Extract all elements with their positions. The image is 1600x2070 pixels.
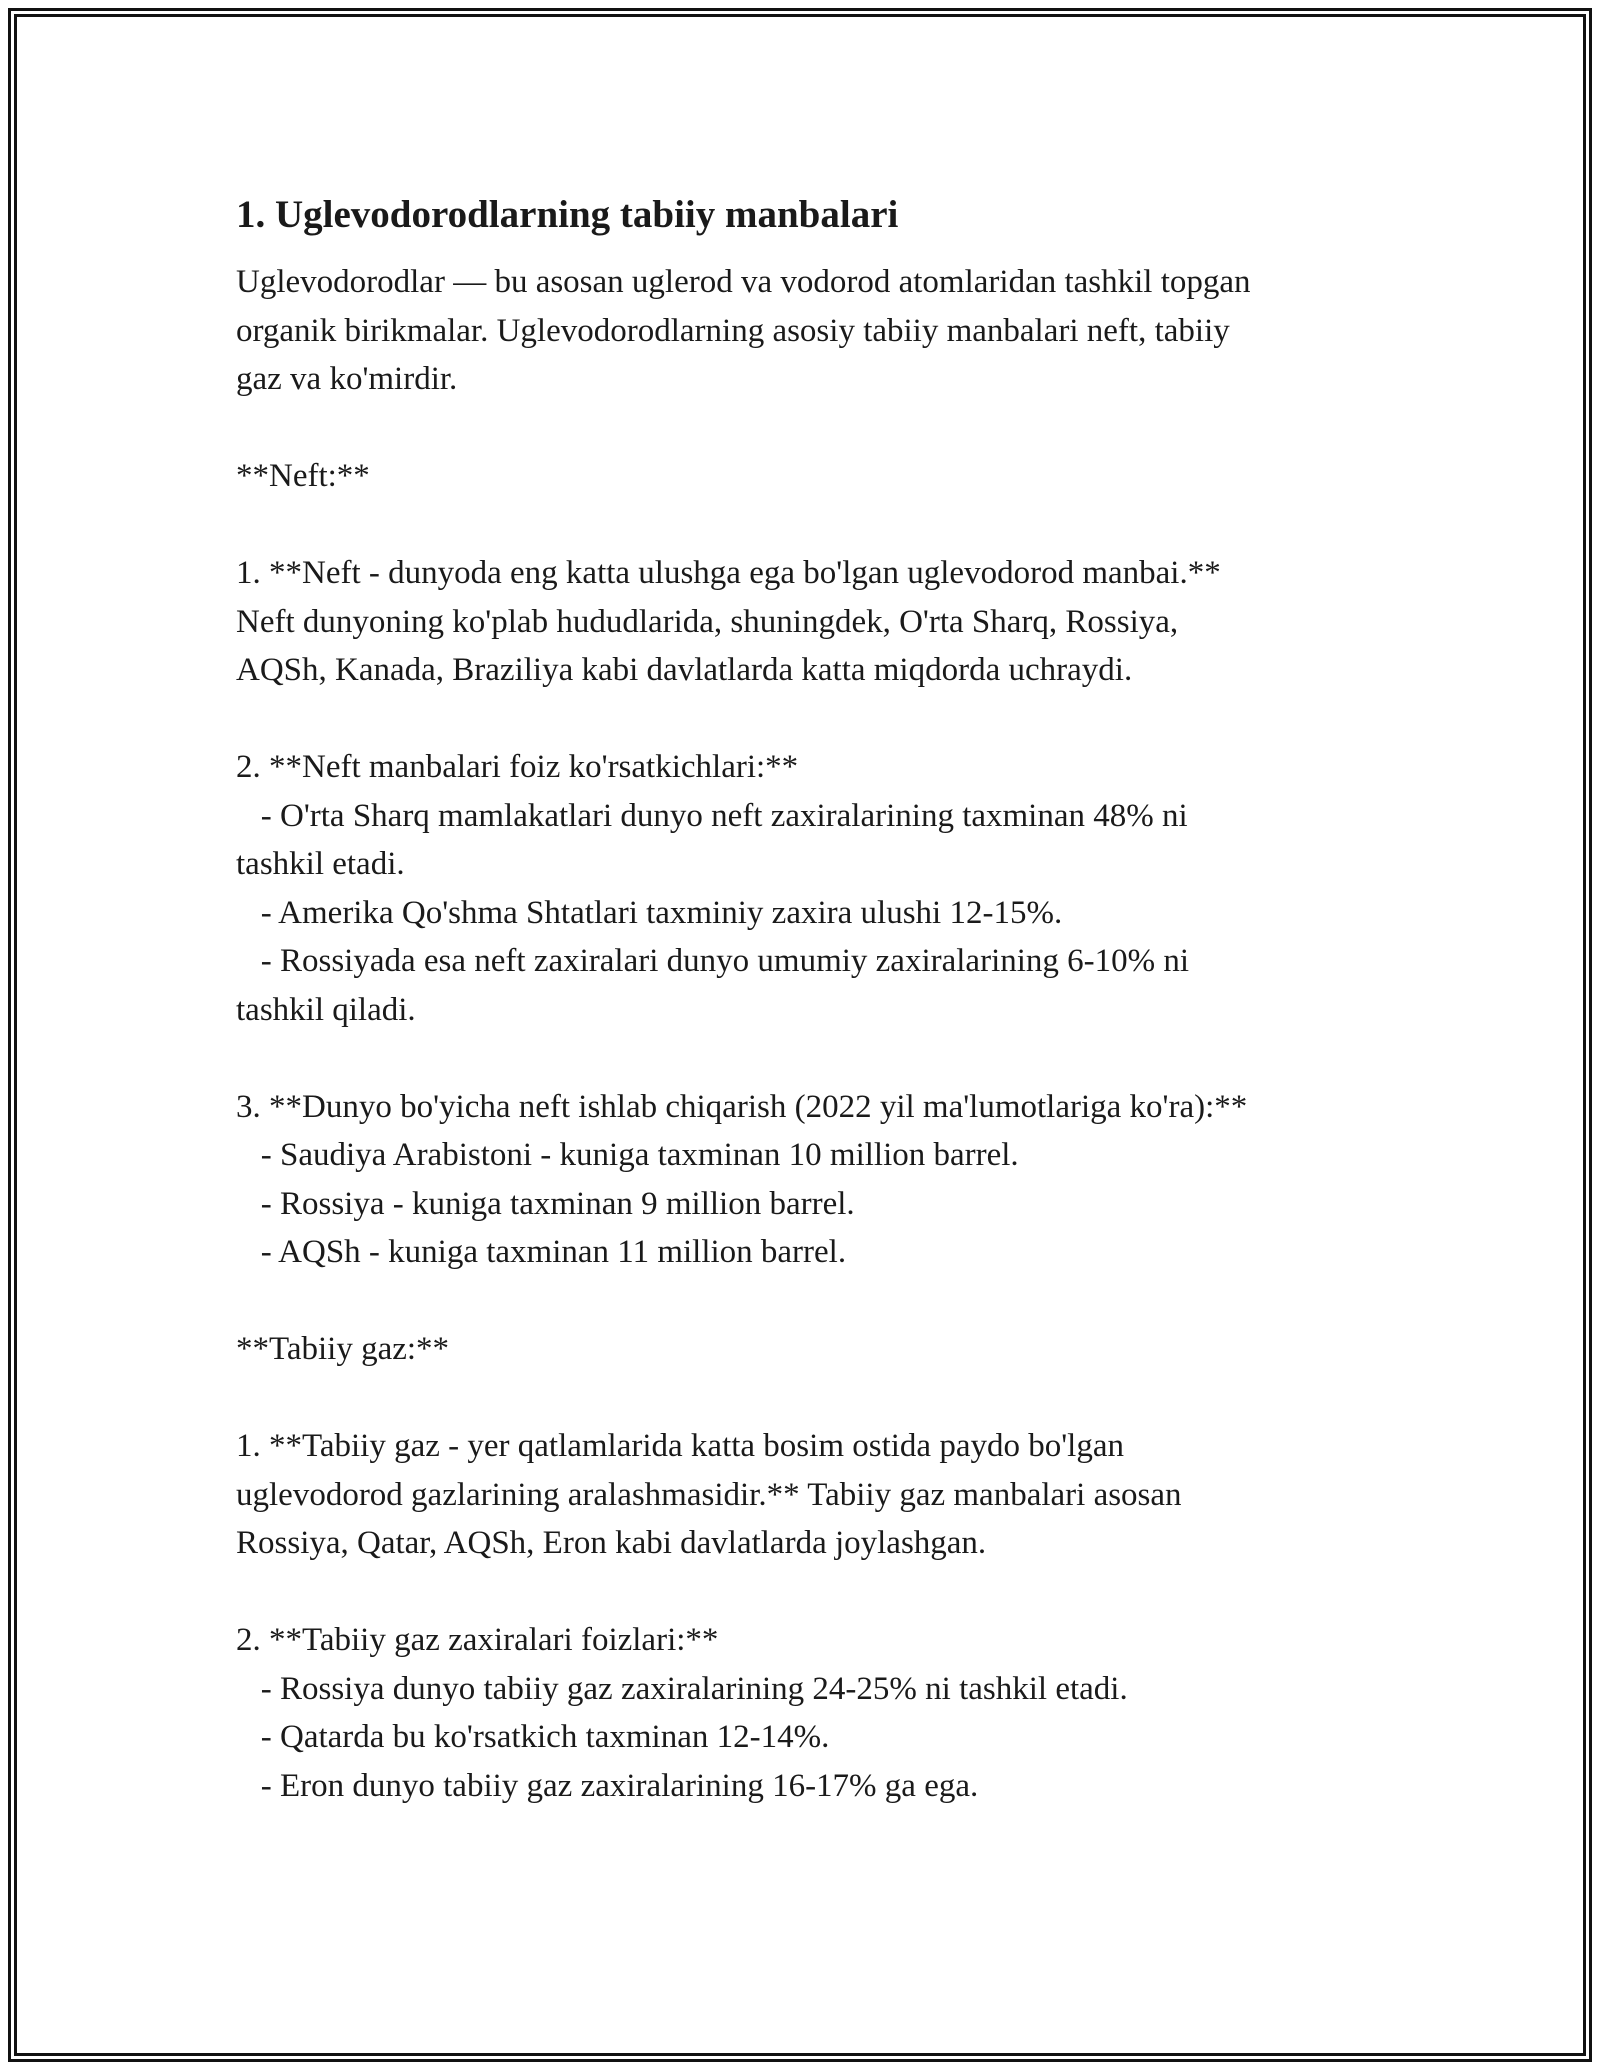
text-line: 3. **Dunyo bo'yicha neft ishlab chiqarish (2022 yil ma'lumotlariga ko'ra):** — [236, 1088, 1248, 1125]
text-line: **Neft:** — [236, 458, 370, 494]
text-line: uglevodorod gazlarining aralashmasidir.** Tabiiy gaz manbalari asosan — [236, 1476, 1182, 1513]
text-line: Neft dunyoning ko'plab hududlarida, shuningdek, O'rta Sharq, Rossiya, — [236, 603, 1179, 640]
text-line: gaz va ko'mirdir. — [236, 361, 458, 397]
list-item: - Saudiya Arabistoni - kuniga taxminan 10 million barrel. — [236, 1137, 1019, 1173]
text-line: 2. **Tabiiy gaz zaxiralari foizlari:** — [236, 1622, 719, 1658]
list-item: - AQSh - kuniga taxminan 11 million barrel. — [236, 1234, 847, 1270]
text-line: Uglevodorodlar — bu asosan uglerod va vodorod atomlaridan tashkil topgan — [236, 264, 1251, 300]
list-item: - O'rta Sharq mamlakatlari dunyo neft zaxiralarining taxminan 48% ni — [236, 797, 1188, 834]
list-item: - Rossiya - kuniga taxminan 9 million barrel. — [236, 1185, 855, 1222]
gaz-item-1 — [236, 1422, 1376, 1568]
neft-item-1 — [236, 549, 1376, 695]
text-line: AQSh, Kanada, Braziliya kabi davlatlarda katta miqdorda uchraydi. — [236, 652, 1133, 688]
gaz-item-2 — [236, 1616, 1376, 1810]
list-item: - Qatarda bu ko'rsatkich taxminan 12-14%. — [236, 1719, 830, 1755]
section-heading-gaz — [236, 1325, 1376, 1374]
section-heading-neft — [236, 452, 1376, 501]
text-line: 1. **Tabiiy gaz - yer qatlamlarida katta bosim ostida paydo bo'lgan — [236, 1428, 1124, 1464]
text-line: tashkil etadi. — [236, 846, 405, 882]
text-line: tashkil qiladi. — [236, 991, 416, 1028]
text-line: 1. **Neft - dunyoda eng katta ulushga ega bo'lgan uglevodorod manbai.** — [236, 555, 1221, 591]
text-line: 2. **Neft manbalari foiz ko'rsatkichlari:** — [236, 749, 799, 785]
list-item: - Amerika Qo'shma Shtatlari taxminiy zaxira ulushi 12-15%. — [236, 894, 1063, 931]
text-line: Rossiya, Qatar, AQSh, Eron kabi davlatlarda joylashgan. — [236, 1525, 987, 1561]
text-line: **Tabiiy gaz:** — [236, 1331, 450, 1367]
neft-item-2 — [236, 743, 1376, 1034]
text-line: organik birikmalar. Uglevodorodlarning asosiy tabiiy manbalari neft, tabiiy — [236, 312, 1230, 349]
list-item: - Eron dunyo tabiiy gaz zaxiralarining 16-17% ga ega. — [236, 1767, 979, 1804]
document-title: 1. Uglevodorodlarning tabiiy manbalari — [236, 193, 899, 236]
neft-item-3 — [236, 1083, 1376, 1277]
list-item: - Rossiyada esa neft zaxiralari dunyo umumiy zaxiralarining 6-10% ni — [236, 943, 1190, 979]
intro-paragraph — [236, 258, 1376, 404]
list-item: - Rossiya dunyo tabiiy gaz zaxiralarining 24-25% ni tashkil etadi. — [236, 1670, 1128, 1707]
document-body — [236, 190, 1376, 1810]
